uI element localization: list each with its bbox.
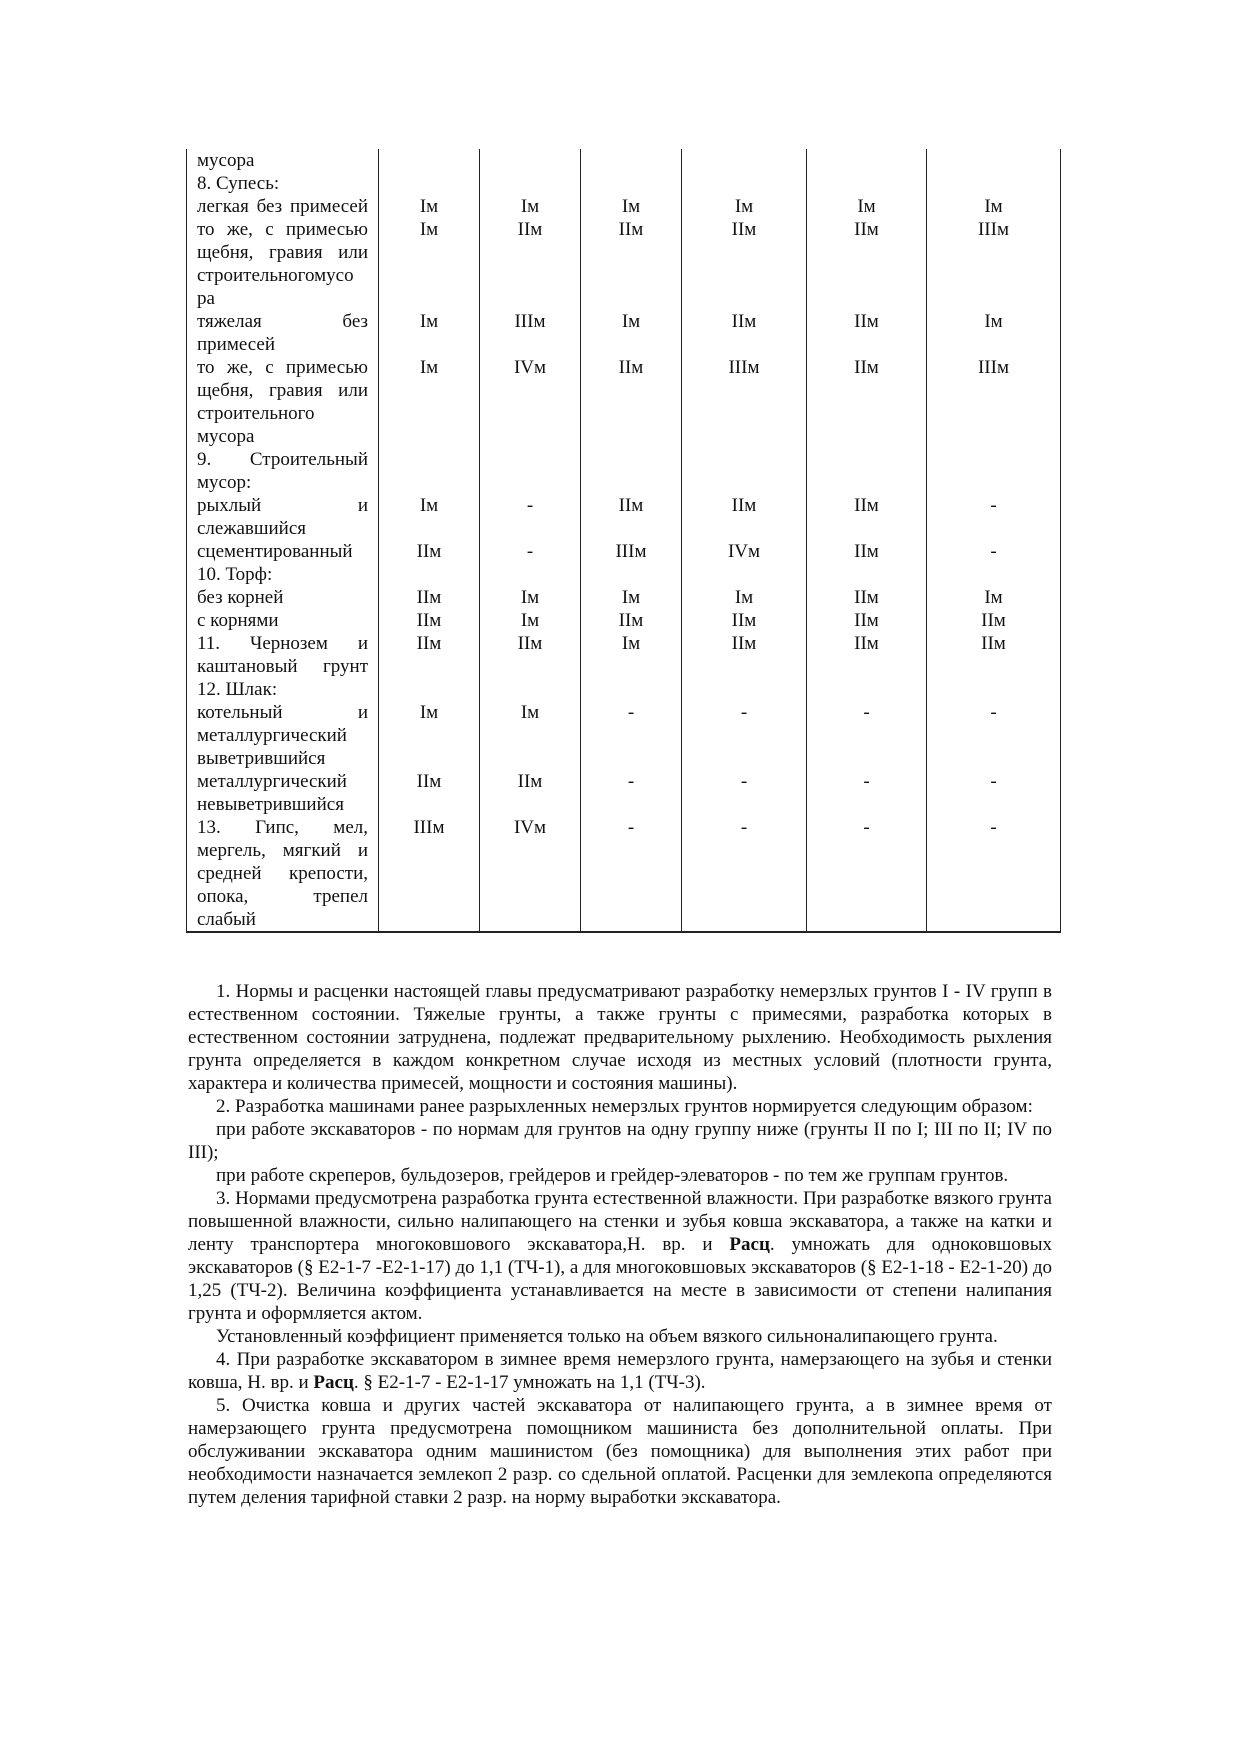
group-value-cell: [480, 678, 581, 701]
soil-name-cell: без корней: [187, 586, 379, 609]
group-value-cell: IVм: [480, 356, 581, 448]
group-value-cell: Iм: [927, 195, 1061, 218]
note-2: 2. Разработка машинами ранее разрыхленных немерзлых грунтов нормируется следующим образом:: [216, 1096, 1033, 1117]
group-value-cell: -: [927, 770, 1061, 816]
group-value-cell: IIм: [480, 632, 581, 678]
group-value-cell: -: [807, 816, 927, 932]
group-value-cell: IIм: [927, 632, 1061, 678]
soil-name-cell: то же, с примесью щебня, гравия или строительногомусо ра: [187, 218, 379, 310]
note-3-text-a: 3. Нормами предусмотрена разработка грунта естественной влажности. При разработке вязкого грунта повышенной влажности, сильно налипающего на стенки и зубья ковша экскаватора, а также на катки и ленту транспортера многоковшового экскаватора,Н. вр. и: [188, 1188, 1052, 1255]
table-row: [187, 816, 1061, 932]
note-1: 1. Нормы и расценки настоящей главы предусматривают разработку немерзлых грунтов I - IV групп в естественном состоянии. Тяжелые грунты, а также грунты с примесями, разработка которых в естественном состоянии затруднена, подлежат предварительному рыхлению. Необходимость рыхления грунта определяется в каждом конкретном случае исходя из местных условий (плотности грунта, характера и количества примесей, мощности и состояния машины).: [188, 981, 1052, 1094]
table-row: [187, 770, 1061, 816]
table-row: [187, 310, 1061, 356]
group-value-cell: -: [480, 494, 581, 540]
soil-name-cell: 8. Супесь:: [187, 172, 379, 195]
group-value-cell: IIIм: [379, 816, 480, 932]
group-value-cell: Iм: [927, 310, 1061, 356]
group-value-cell: IIм: [581, 494, 682, 540]
group-value-cell: [480, 149, 581, 172]
note-3-text-b: . умножать для одноковшовых экскаваторов (§ Е2-1-7 -Е2-1-17) до 1,1 (ТЧ-1), а для многоковшовых экскаваторов (§ Е2-1-18 - Е2-1-20) до 1,25 (ТЧ-2). Величина коэффициента устанавливается на месте в зависимости от степени налипания грунта и оформляется актом.: [188, 1234, 1052, 1324]
group-value-cell: IIм: [682, 218, 807, 310]
table-row: [187, 563, 1061, 586]
group-value-cell: [807, 678, 927, 701]
group-value-cell: [682, 678, 807, 701]
group-value-cell: IIм: [807, 218, 927, 310]
group-value-cell: Iм: [927, 586, 1061, 609]
group-value-cell: -: [581, 816, 682, 932]
group-value-cell: [682, 448, 807, 494]
group-value-cell: Iм: [581, 310, 682, 356]
note-3: [188, 1187, 1052, 1325]
group-value-cell: IVм: [682, 540, 807, 563]
table-row: [187, 586, 1061, 609]
group-value-cell: [379, 149, 480, 172]
group-value-cell: Iм: [581, 195, 682, 218]
table-row: [187, 701, 1061, 770]
soil-groups-table: [186, 149, 1061, 933]
group-value-cell: IIм: [682, 494, 807, 540]
group-value-cell: IIм: [581, 609, 682, 632]
group-value-cell: [480, 448, 581, 494]
table-row: [187, 218, 1061, 310]
group-value-cell: IVм: [480, 816, 581, 932]
group-value-cell: IIм: [682, 632, 807, 678]
soil-name-cell: 12. Шлак:: [187, 678, 379, 701]
soil-name-cell: металлургический невыветрившийся: [187, 770, 379, 816]
note-2-scrapers: при работе скреперов, бульдозеров, грейдеров и грейдер-элеваторов - по тем же группам грунтов.: [216, 1165, 1009, 1186]
group-value-cell: -: [682, 770, 807, 816]
group-value-cell: -: [682, 701, 807, 770]
table-row: [187, 678, 1061, 701]
group-value-cell: IIм: [379, 770, 480, 816]
general-notes: [188, 980, 1052, 1509]
group-value-cell: [807, 172, 927, 195]
group-value-cell: [927, 678, 1061, 701]
soil-name-cell: 9. Строительный мусор:: [187, 448, 379, 494]
group-value-cell: IIм: [807, 609, 927, 632]
group-value-cell: Iм: [480, 586, 581, 609]
soil-name-cell: 10. Торф:: [187, 563, 379, 586]
soil-name-cell: мусора: [187, 149, 379, 172]
group-value-cell: Iм: [379, 195, 480, 218]
group-value-cell: [581, 678, 682, 701]
group-value-cell: IIм: [581, 356, 682, 448]
group-value-cell: IIIм: [927, 218, 1061, 310]
group-value-cell: -: [480, 540, 581, 563]
table-row: [187, 149, 1061, 172]
group-value-cell: [807, 448, 927, 494]
group-value-cell: IIм: [807, 632, 927, 678]
soil-name-cell: то же, с примесью щебня, гравия или строительного мусора: [187, 356, 379, 448]
soil-name-cell: 13. Гипс, мел, мергель, мягкий и средней крепости, опока, трепел слабый: [187, 816, 379, 932]
group-value-cell: IIIм: [480, 310, 581, 356]
group-value-cell: [927, 172, 1061, 195]
group-value-cell: [379, 563, 480, 586]
table-row: [187, 195, 1061, 218]
note-4-text-a: 4. При разработке экскаватором в зимнее время немерзлого грунта, намерзающего на зубья и стенки ковша, Н. вр. и: [188, 1349, 1052, 1393]
group-value-cell: Iм: [682, 195, 807, 218]
group-value-cell: Iм: [480, 609, 581, 632]
group-value-cell: -: [581, 770, 682, 816]
group-value-cell: Iм: [480, 701, 581, 770]
soil-name-cell: с корнями: [187, 609, 379, 632]
group-value-cell: [927, 563, 1061, 586]
group-value-cell: IIм: [807, 586, 927, 609]
group-value-cell: IIм: [682, 310, 807, 356]
group-value-cell: [379, 678, 480, 701]
group-value-cell: [927, 149, 1061, 172]
group-value-cell: IIIм: [927, 356, 1061, 448]
note-2-excavators: при работе экскаваторов - по нормам для грунтов на одну группу ниже (грунты II по I; III по II; IV по III);: [188, 1119, 1052, 1163]
group-value-cell: -: [927, 701, 1061, 770]
group-value-cell: Iм: [379, 494, 480, 540]
soil-name-cell: сцементированный: [187, 540, 379, 563]
group-value-cell: [807, 563, 927, 586]
group-value-cell: Iм: [379, 310, 480, 356]
group-value-cell: -: [927, 540, 1061, 563]
group-value-cell: -: [682, 816, 807, 932]
group-value-cell: IIм: [807, 356, 927, 448]
group-value-cell: IIм: [379, 632, 480, 678]
table-row: [187, 609, 1061, 632]
note-5: 5. Очистка ковша и других частей экскаватора от налипающего грунта, а в зимнее время от намерзающего грунта предусмотрена помощником машиниста без дополнительной оплаты. При обслуживании экскаватора одним машинистом (без помощника) для выполнения этих работ при необходимости назначается землекоп 2 разр. со сдельной оплатой. Расценки для землекопа определяются путем деления тарифной ставки 2 разр. на норму выработки экскаватора.: [188, 1395, 1052, 1508]
soil-name-cell: котельный и металлургический выветрившийся: [187, 701, 379, 770]
group-value-cell: [581, 149, 682, 172]
group-value-cell: -: [927, 494, 1061, 540]
table-row: [187, 632, 1061, 678]
note-3-bold: Расц: [729, 1234, 770, 1255]
table-row: [187, 172, 1061, 195]
group-value-cell: Iм: [379, 218, 480, 310]
group-value-cell: [379, 448, 480, 494]
group-value-cell: -: [581, 701, 682, 770]
group-value-cell: IIм: [480, 218, 581, 310]
soil-name-cell: рыхлый и слежавшийся: [187, 494, 379, 540]
group-value-cell: Iм: [379, 701, 480, 770]
soil-name-cell: тяжелая без примесей: [187, 310, 379, 356]
group-value-cell: [581, 172, 682, 195]
soil-groups-table-body: [187, 149, 1061, 932]
group-value-cell: IIм: [480, 770, 581, 816]
note-3-coefficient: Установленный коэффициент применяется только на объем вязкого сильноналипающего грунта.: [216, 1326, 998, 1347]
note-4-bold: Расц: [313, 1372, 354, 1393]
group-value-cell: Iм: [682, 586, 807, 609]
group-value-cell: -: [807, 701, 927, 770]
group-value-cell: [480, 563, 581, 586]
group-value-cell: -: [807, 770, 927, 816]
note-4: [188, 1348, 1052, 1394]
group-value-cell: [379, 172, 480, 195]
group-value-cell: IIм: [807, 310, 927, 356]
group-value-cell: IIм: [807, 540, 927, 563]
group-value-cell: IIм: [807, 494, 927, 540]
group-value-cell: Iм: [807, 195, 927, 218]
group-value-cell: IIм: [682, 609, 807, 632]
group-value-cell: [581, 563, 682, 586]
group-value-cell: Iм: [480, 195, 581, 218]
group-value-cell: Iм: [581, 586, 682, 609]
group-value-cell: IIм: [379, 540, 480, 563]
group-value-cell: IIм: [581, 218, 682, 310]
group-value-cell: [682, 172, 807, 195]
group-value-cell: IIм: [927, 609, 1061, 632]
group-value-cell: [682, 149, 807, 172]
group-value-cell: [927, 448, 1061, 494]
group-value-cell: [480, 172, 581, 195]
note-4-text-b: . § Е2-1-7 - Е2-1-17 умножать на 1,1 (ТЧ-3).: [353, 1372, 706, 1393]
group-value-cell: IIIм: [682, 356, 807, 448]
group-value-cell: IIм: [379, 586, 480, 609]
soil-name-cell: 11. Чернозем и каштановый грунт: [187, 632, 379, 678]
group-value-cell: IIIм: [581, 540, 682, 563]
soil-name-cell: легкая без примесей: [187, 195, 379, 218]
table-row: [187, 356, 1061, 448]
group-value-cell: -: [927, 816, 1061, 932]
table-row: [187, 540, 1061, 563]
table-row: [187, 494, 1061, 540]
group-value-cell: IIм: [379, 609, 480, 632]
table-row: [187, 448, 1061, 494]
group-value-cell: [682, 563, 807, 586]
group-value-cell: [581, 448, 682, 494]
group-value-cell: [807, 149, 927, 172]
group-value-cell: Iм: [379, 356, 480, 448]
group-value-cell: Iм: [581, 632, 682, 678]
